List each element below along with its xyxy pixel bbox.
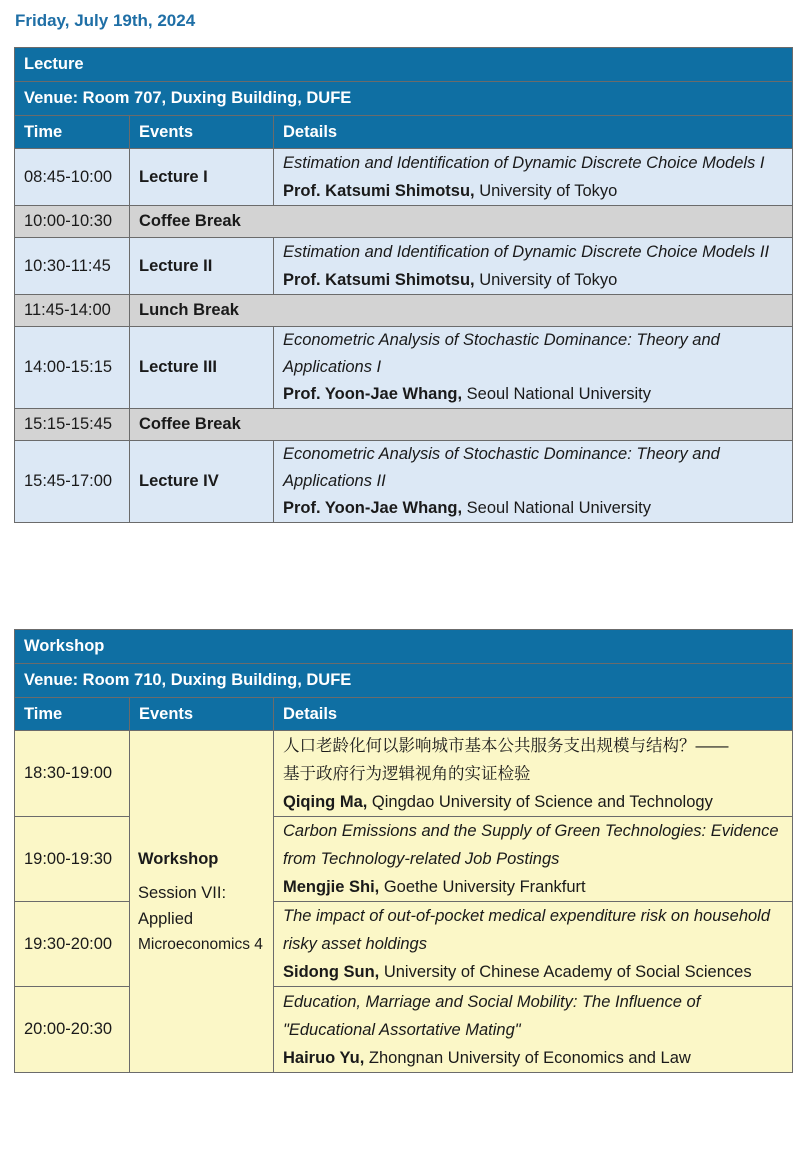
speaker-name: Prof. Katsumi Shimotsu, [283,182,475,200]
speaker-affiliation: University of Chinese Academy of Social Sciences [379,963,752,981]
speaker-name: Qiqing Ma, [283,792,368,811]
speaker-name: Sidong Sun, [283,963,380,981]
workshop-venue: Venue: Room 710, Duxing Building, DUFE [15,664,793,698]
speaker-name: Prof. Yoon-Jae Whang, [283,499,463,517]
column-header-events: Events [130,116,274,149]
table-row [15,441,793,523]
row-time: 08:45-10:00 [15,149,130,206]
row-time: 10:30-11:45 [15,238,130,295]
workshop-session-topic-line2: Microeconomics 4 [138,935,263,953]
row-details [274,149,793,206]
talk-title: Estimation and Identification of Dynamic Discrete Choice Models I [283,154,765,172]
row-event: Lecture I [130,149,274,206]
workshop-table [14,629,793,1073]
row-time: 15:15-15:45 [15,409,130,441]
talk-title: The impact of out-of-pocket medical expenditure risk on household risky asset holdings [283,907,771,953]
row-details [274,327,793,409]
schedule-date: Friday, July 19th, 2024 [15,11,196,30]
row-time: 20:00-20:30 [15,987,130,1073]
row-event: Lecture III [130,327,274,409]
talk-title-line2: 基于政府行为逻辑视角的实证检验 [283,764,531,783]
speaker-affiliation: University of Tokyo [474,271,618,289]
column-header-details: Details [274,698,793,731]
row-time: 19:30-20:00 [15,902,130,987]
table-row [15,731,793,817]
lecture-venue: Venue: Room 707, Duxing Building, DUFE [15,82,793,116]
row-time: 19:00-19:30 [15,817,130,902]
row-event: Coffee Break [130,206,793,238]
row-event: Lunch Break [130,295,793,327]
speaker-affiliation: University of Tokyo [474,182,618,200]
speaker-affiliation: Qingdao University of Science and Technology [367,792,713,811]
row-time: 18:30-19:00 [15,731,130,817]
speaker-name: Prof. Yoon-Jae Whang, [283,385,463,403]
row-time: 11:45-14:00 [15,295,130,327]
row-details [274,817,793,902]
talk-title: Estimation and Identification of Dynamic Discrete Choice Models II [283,243,770,261]
row-event: Coffee Break [130,409,793,441]
speaker-affiliation: Goethe University Frankfurt [379,878,586,896]
row-details [274,902,793,987]
table-row [15,206,793,238]
table-row [15,295,793,327]
speaker-affiliation: Zhongnan University of Economics and Law [364,1048,691,1067]
column-header-events: Events [130,698,274,731]
speaker-name: Hairuo Yu, [283,1048,365,1067]
column-header-time: Time [15,698,130,731]
speaker-affiliation: Seoul National University [462,499,651,517]
table-row [15,238,793,295]
workshop-event-label: Workshop [138,849,219,868]
row-details [274,731,793,817]
row-details [274,987,793,1073]
talk-title: Econometric Analysis of Stochastic Dominance: Theory and Applications II [283,445,720,490]
lecture-table [14,47,793,523]
speaker-affiliation: Seoul National University [462,385,651,403]
row-details [274,238,793,295]
speaker-name: Prof. Katsumi Shimotsu, [283,271,475,289]
row-time: 14:00-15:15 [15,327,130,409]
column-header-time: Time [15,116,130,149]
table-row [15,327,793,409]
row-time: 10:00-10:30 [15,206,130,238]
talk-title: Carbon Emissions and the Supply of Green Technologies: Evidence from Technology-related Job Postings [283,822,779,868]
talk-title-line1: 人口老龄化何以影响城市基本公共服务支出规模与结构？—— [283,736,729,755]
workshop-session: Session VII: [138,883,227,902]
table-row [15,149,793,206]
workshop-session-topic-line1: Applied [138,909,194,928]
talk-title: Econometric Analysis of Stochastic Dominance: Theory and Applications I [283,331,720,376]
table-row [15,409,793,441]
workshop-section-title: Workshop [15,630,793,664]
workshop-event [130,731,274,1073]
speaker-name: Mengjie Shi, [283,878,380,896]
talk-title: Education, Marriage and Social Mobility: The Influence of "Educational Assortative Mating" [283,992,701,1039]
lecture-section-title: Lecture [15,48,793,82]
row-event: Lecture IV [130,441,274,523]
row-event: Lecture II [130,238,274,295]
column-header-details: Details [274,116,793,149]
row-time: 15:45-17:00 [15,441,130,523]
row-details [274,441,793,523]
